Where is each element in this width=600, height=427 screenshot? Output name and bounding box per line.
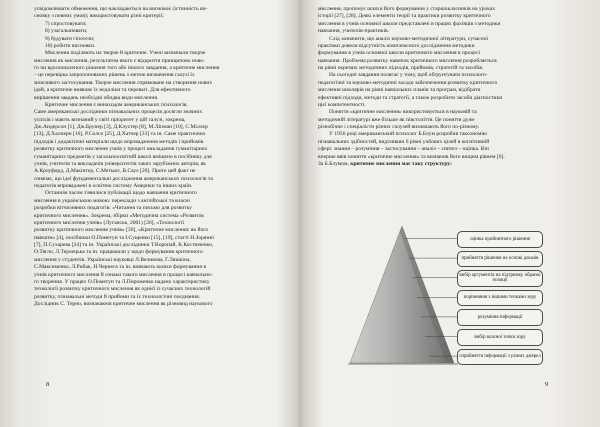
text-line: технології розвитку критичного мислення як однієї із сучасних технологій	[34, 286, 211, 293]
text-line: навчати» [4], посібники О.Пометун та І.Сущенко [15], [19], статті Н.Зорянні	[34, 234, 214, 241]
text-line: – це перевірка запропонованих рішень з метою визначення галузі їх	[34, 72, 195, 79]
text-line: Мислення поділяють на творче й критичне. Учені визначали творче	[45, 50, 206, 57]
text-line: успіхів і мають визнаний у світі пріоритет у цій галузі, зокрема,	[34, 116, 186, 123]
text-line: Дж.Андерсон [1], Дж.Брунер [3], Д.Клустер [8], М.Ліпман [10], С.Міллер	[34, 124, 208, 130]
text-line: практики довели відсутність комплексного дослідження методики	[318, 42, 475, 49]
text-line: вперше ввів поняття «критичне мислення» та визначив його вищим рівнем [6].	[318, 153, 505, 160]
text-line: 8) узагальнювати;	[45, 28, 88, 35]
text-line: ефективні підходи, методи та стратегії, а також розробити засоби діагностики	[318, 94, 503, 101]
text-line: О.Тягло, Л.Терлецька та ін. працювали у щодо формування критичного	[34, 249, 203, 256]
page-number-right: 9	[545, 381, 549, 388]
text-line: 9) будувати гіпотези;	[45, 35, 95, 42]
text-line: вирішення завдань необхідні обидва види мислення.	[34, 94, 159, 101]
text-line: За Б.Блумом, критичне мислення має таку структуру:	[318, 160, 452, 167]
left-page	[34, 6, 283, 420]
text-line: 7) спростовувати;	[45, 20, 87, 27]
pyramid-level-box: вибір аргументів на підтримку обраної позиції	[457, 270, 543, 287]
text-line: Останнім часом з'явилися публікації щодо навчання критичного	[45, 190, 197, 197]
pyramid-level-box: вибір власної точки зору	[457, 329, 543, 346]
text-line: розробки вітчизняних педагогів: «Читання та письмо для розвитку	[34, 205, 193, 212]
text-line: можливого застосування. Творче мислення спрямоване на створення нових	[34, 79, 213, 86]
text-line: го чи вдосконаленого рішення того або іншого завдання, а критичне мислення	[34, 65, 220, 71]
text-line: мислення, пропонує шляхи його формування у старшокласників на уроках	[318, 6, 496, 12]
text-line: У 1956 році американський психолог Б.Блум розробив таксономію	[329, 131, 488, 138]
text-line: означає, що ідеї фундаментальні дослідження американських психологів та	[34, 175, 213, 182]
text-line: мислення у студентів. Українські науковці Л.Великова, Г.Ляшкіна,	[34, 256, 191, 263]
pyramid-level-box: розуміння інформації	[457, 309, 543, 326]
pyramid-shape	[350, 226, 454, 363]
page-number-left: 8	[46, 381, 50, 388]
text-line: розвитку критичного мислення учнів» [30], «Критичне мислення: як його	[34, 227, 209, 234]
text-line: методичній літературі вже більше як півстоліття. Це поняття дуже	[318, 116, 475, 123]
text-line: учнів, учителів та викладачів університетів таких зарубіжних авторів, як	[34, 160, 206, 167]
text-line: гуманітарних предметів у загальноосвітній школі вміщено в посібнику для	[34, 153, 212, 160]
text-line: критичного мислення». Зокрема, збірки «Методична система «Розвиток	[34, 212, 205, 219]
text-line: Саме американські дослідники пізнавальних процесів досягли значних	[34, 109, 203, 116]
text-line: Слід зазначити, що аналіз науково-методичної літератури, сучасної	[329, 35, 489, 42]
text-line: сфері: знання – розуміння – застосування – аналіз – синтез – оцінка. Він	[318, 146, 489, 153]
text-line: підходів і дидактичні матеріали щодо впровадження методів і прийомів	[34, 138, 204, 145]
text-line: С.Максименко, Л.Рибак, Н.Чернега та ін. вивчають шляхи формування в	[34, 264, 206, 271]
text-line: цієї компетентності.	[318, 101, 366, 108]
text-line: 10) робити висновки.	[45, 42, 96, 49]
text-line: навчання, учителів-практиків.	[318, 28, 390, 35]
text-line: сновку з певних умов); використовувати різні критерії;	[34, 13, 164, 20]
pyramid-level-box: оцінка прийнятного рішення	[457, 231, 543, 248]
text-line: педагогічні та науково-методичні засади забезпечення розвитку критичного	[318, 79, 498, 86]
text-line: го творення. У працях О.Пометун та Л.Пироженко надано характеристику	[34, 278, 210, 285]
text-line: А.Кроуфорд, Д.Макінтер, С.Метьюз, В.Саул [20]. Проте цей факт не	[34, 168, 196, 175]
text-line: критичного мислення учнів» (Луганськ, 2001) [26], «Технології	[34, 219, 184, 226]
text-line: мислення школярів на рівні навчальних планів та програм, відібрати	[318, 87, 481, 94]
text-line: пізнавальних здібностей, виділивши 6 рівні учбових цілей в когнітивній	[318, 138, 490, 145]
text-line: формування в учнів основної школи критичного мислення в процесі	[318, 50, 481, 57]
text-line: усвідомлювати обмеження, що накладаються на висновок (істинність ви-	[34, 6, 208, 12]
text-line: навчання. Проблема розвитку навичок критичного мислення розробляється	[318, 57, 497, 64]
pyramid-level-box: прийняття рішення на основі доказів	[457, 251, 543, 268]
text-line: Дослідник С. Терно, визначаючи критичне мислення як різновид наукового	[34, 301, 213, 307]
text-line: мислення в учнів основної школи представлені в працях фахівців з методики	[318, 20, 501, 27]
text-line: різнобічне і спеціалісти різних галузей визначають його по-різному.	[318, 124, 480, 130]
text-line: Критичне мислення є винаходом американських психологів.	[45, 101, 188, 108]
pyramid-level-box: сприйняття інформації з різних джерел	[457, 349, 543, 366]
text-line: [7], П.Сухарева [24] та ін. Українські дослідники Т.Воропай, К.Костюченко,	[34, 242, 214, 248]
pyramid-level-box: порівняння з іншими точками зору	[457, 290, 543, 307]
text-line: педагогів впроваджені в освітню систему Америки та інших країн.	[34, 183, 193, 189]
text-line: ідей, а критичне виявляє їх недоліки та перевагі. Для ефективного	[34, 87, 191, 94]
text-line: учнів критичного мислення й ознаки такого мислення в процесі навчально-	[34, 271, 213, 278]
text-line: на рівні окремих методичних підходів, прийомів, стратегій та засобів.	[318, 65, 484, 71]
text-line: розвитку критичного мислення учнів у процесі викладання гуманітарних	[34, 146, 208, 153]
text-line: Поняття «критичне мислення» використовується в науковій та	[329, 109, 477, 116]
text-line: розвитку, пізнавальні методи й прийоми та їх технологічні поєднання.	[34, 293, 201, 300]
text-line: історії [27], [28]. Деякі елементи теорії та практики розвитку критичного	[318, 13, 491, 20]
text-line: мислення в українською мовою: переклади з англійської та власні	[34, 197, 190, 204]
text-line: На сьогодні завдання полягає у тому, щоб обґрунтувати психолого-	[329, 72, 488, 79]
text-line: [13], Д.Халперн [16], Р.Солсо [25], Д.Хатчер [33] та ін. Саме практичних	[34, 131, 206, 138]
text-line: мислення як мислення, результатом якого є відкриття принципово ново-	[34, 57, 205, 64]
